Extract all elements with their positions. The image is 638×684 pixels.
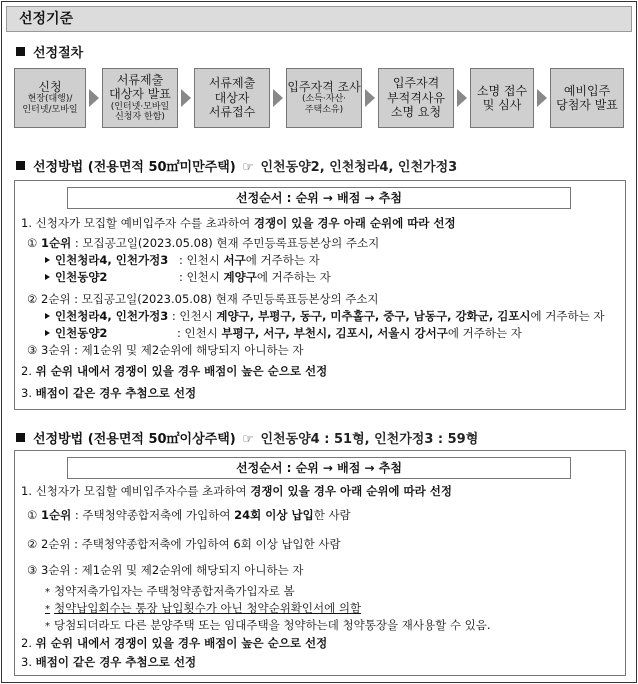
square-bullet-icon (16, 161, 25, 170)
under50-line1: 1. 신청자가 모집할 예비입주자 수를 초과하여 경쟁이 있을 경우 아래 순위에 따라 선정 (21, 216, 456, 230)
under50-rank2-b-desc: : 인천시 부평구, 서구, 부천시, 김포시, 서울시 강서구에 거주하는 자 (177, 326, 522, 340)
over50-line3: 3. 배점이 같은 경우 추첨으로 선정 (21, 655, 197, 669)
asterisk-icon: * (45, 621, 50, 632)
under50-rank3: ③ 3순위 : 제1순위 및 제2순위에 해당되지 아니하는 자 (27, 343, 304, 357)
under50-line3: 3. 배점이 같은 경우 추첨으로 선정 (21, 386, 197, 400)
step-apply: 신청 현장(대행)/ 인터넷/모바일 (14, 68, 86, 128)
under50-panel (14, 180, 626, 410)
under50-rank1: ① 1순위 : 모집공고일(2023.05.08) 현재 주민등록표등본상의 주소지 (27, 236, 380, 250)
selection-order-box: 선정순서 : 순위 → 배점 → 추첨 (67, 187, 571, 209)
asterisk-icon: * (45, 587, 50, 598)
step-disqualification-request: 입주자격 부적격사유 소명 요청 (378, 68, 454, 128)
under50-line2: 2. 위 순위 내에서 경쟁이 있을 경우 배점이 높은 순으로 선정 (21, 364, 328, 378)
arrow-right-icon (537, 89, 547, 107)
pointing-hand-icon: ☞ (242, 432, 254, 447)
triangle-bullet-icon (45, 313, 50, 319)
under50-rank1-a-desc: : 인천시 서구에 거주하는 자 (179, 253, 320, 267)
pointing-hand-icon: ☞ (242, 160, 254, 175)
procedure-heading: 선정절차 (16, 42, 83, 61)
step-eligibility-check: 입주자격 조사 (소득·자산· 주택소유) (286, 68, 362, 128)
under50-rank1-b-name: 인천동양2 (45, 269, 107, 285)
under50-rank2: ② 2순위 : 모집공고일(2023.05.08) 현재 주민등록표등본상의 주소지 (27, 292, 379, 306)
selection-order-box: 선정순서 : 순위 → 배점 → 추첨 (67, 457, 571, 479)
arrow-right-icon (89, 89, 99, 107)
triangle-bullet-icon (45, 274, 50, 280)
over50-rank3: ③ 3순위 : 제1순위 및 제2순위에 해당되지 아니하는 자 (27, 563, 304, 577)
page-title: 선정기준 (6, 6, 632, 32)
triangle-bullet-icon (45, 330, 50, 336)
over50-note3: * 당첨되더라도 다른 분양주택 또는 임대주택을 청약하는데 청약통장을 재사용할 수 있음. (45, 618, 491, 632)
square-bullet-icon (16, 433, 25, 442)
over50-line2: 2. 위 순위 내에서 경쟁이 있을 경우 배점이 높은 순으로 선정 (21, 636, 328, 650)
step-winner-announce: 예비입주 당첨자 발표 (550, 68, 624, 128)
over50-note2: * 청약납입회수는 통장 납입횟수가 아닌 청약순위확인서에 의함 (45, 601, 362, 615)
selection-criteria-page (1, 1, 637, 683)
square-bullet-icon (16, 47, 25, 56)
under50-rank1-a-name: 인천청라4, 인천가정3 (45, 252, 168, 268)
procedure-flow (14, 68, 624, 128)
under50-rank2-a: 인천청라4, 인천가정3 : 인천시 계양구, 부평구, 동구, 미추홀구, 중구, 남동구, 강화군, 김포시에 거주하는 자 (45, 308, 605, 324)
arrow-right-icon (457, 89, 467, 107)
under50-rank1-b-desc: : 인천시 계양구에 거주하는 자 (179, 270, 331, 284)
arrow-right-icon (365, 89, 375, 107)
over50-panel (14, 450, 626, 676)
asterisk-icon: * (45, 604, 50, 615)
under50-rank2-b-name: 인천동양2 (45, 325, 107, 341)
step-review: 소명 접수 및 심사 (470, 68, 534, 128)
step-document-receipt: 서류제출 대상자 서류접수 (194, 68, 270, 128)
over50-rank2: ② 2순위 : 주택청약종합저축에 가입하여 6회 이상 납입한 사람 (27, 537, 341, 551)
over50-line1: 1. 신청자가 모집할 예비입주자수를 초과하여 경쟁이 있을 경우 아래 순위에 따라 선정 (21, 484, 452, 498)
arrow-right-icon (273, 89, 283, 107)
under50-heading: 선정방법 (전용면적 50㎡미만주택) ☞ 인천동양2, 인천청라4, 인천가정3 (16, 156, 457, 175)
over50-heading: 선정방법 (전용면적 50㎡이상주택) ☞ 인천동양4 : 51형, 인천가정3 : 59형 (16, 428, 478, 447)
over50-rank1: ① 1순위 : 주택청약종합저축에 가입하여 24회 이상 납입한 사람 (27, 508, 351, 522)
over50-note1: * 청약저축가입자는 주택청약종합저축가입자로 봄 (45, 584, 295, 598)
arrow-right-icon (181, 89, 191, 107)
triangle-bullet-icon (45, 257, 50, 263)
step-document-announce: 서류제출 대상자 발표 (인터넷·모바일 신청자 한함) (102, 68, 178, 128)
